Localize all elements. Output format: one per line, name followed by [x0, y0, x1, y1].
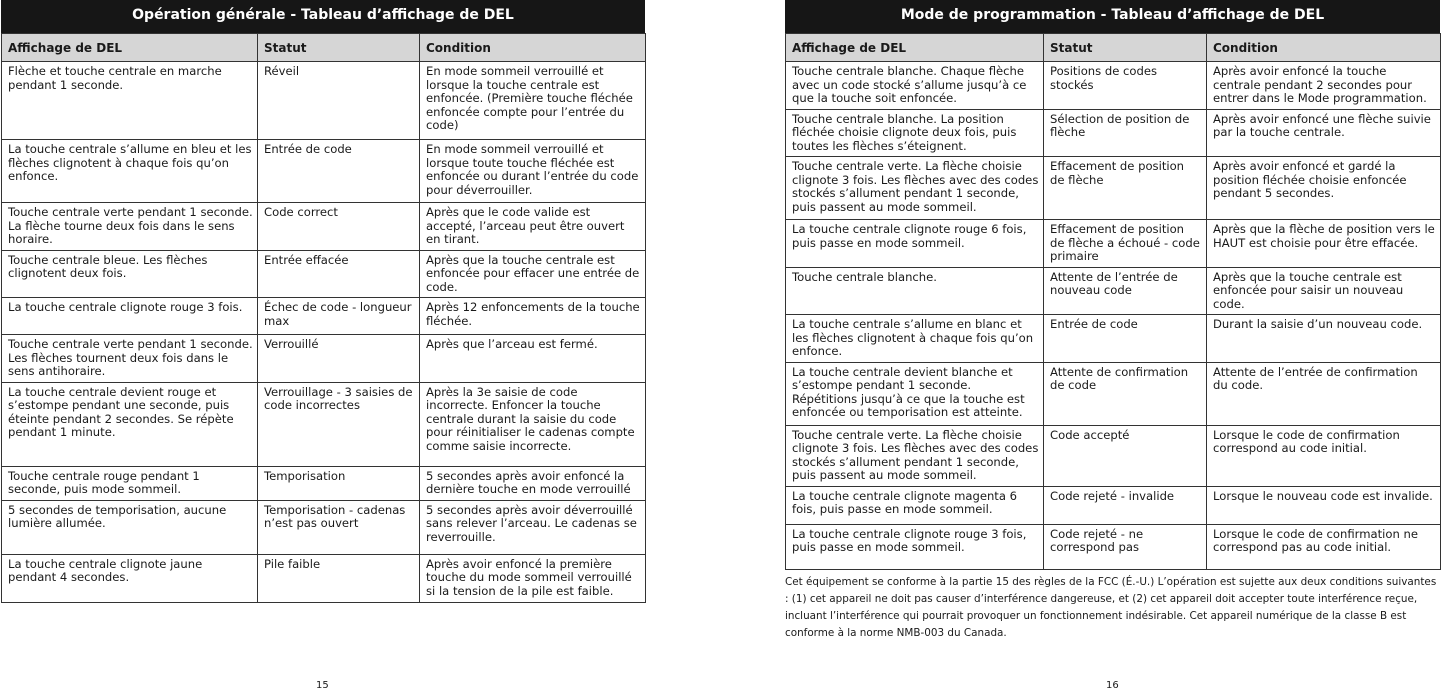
- table-row: [2, 298, 646, 335]
- column-header-condition: Condition: [1207, 34, 1441, 62]
- cell-condition: Attente de l’entrée de confirmation du code.: [1207, 362, 1441, 425]
- cell-status: Attente de confirmation de code: [1044, 362, 1207, 425]
- general-operation-table: [1, 33, 646, 603]
- table-row: [2, 140, 646, 203]
- right-page: [785, 0, 1440, 570]
- cell-status: Entrée de code: [1044, 315, 1207, 363]
- cell-condition: Lorsque le nouveau code est invalide.: [1207, 486, 1441, 524]
- cell-condition: Après que la touche centrale est enfoncée pour saisir un nouveau code.: [1207, 267, 1441, 315]
- table-row: [2, 250, 646, 298]
- table-row: [2, 554, 646, 602]
- cell-led-display: Touche centrale rouge pendant 1 seconde, puis mode sommeil.: [2, 466, 258, 500]
- cell-status: Code rejeté - ne correspond pas: [1044, 524, 1207, 569]
- cell-status: Réveil: [258, 62, 420, 140]
- cell-led-display: La touche centrale clignote magenta 6 fois, puis passe en mode sommeil.: [786, 486, 1044, 524]
- table-row: [786, 157, 1441, 220]
- cell-status: Pile faible: [258, 554, 420, 602]
- table-row: [2, 203, 646, 251]
- cell-led-display: La touche centrale clignote jaune pendant 4 secondes.: [2, 554, 258, 602]
- column-header-condition: Condition: [420, 34, 646, 62]
- cell-status: Échec de code - longueur max: [258, 298, 420, 335]
- cell-status: Verrouillé: [258, 335, 420, 383]
- right-table-body: [786, 62, 1441, 570]
- column-header-status: Statut: [1044, 34, 1207, 62]
- table-row: [786, 524, 1441, 569]
- cell-condition: Durant la saisie d’un nouveau code.: [1207, 315, 1441, 363]
- fcc-compliance-note: Cet équipement se conforme à la partie 15 des règles de la FCC (É.-U.) L’opération est sujette aux deux conditions suivantes : (1) cet appareil ne doit pas causer d’interférence dangereuse, et (2) cet appareil doit accepter toute interférence reçue, incluant l’interférence qui pourrait provoquer un fonctionnement indésirable. Cet appareil numérique de la classe B est conforme à la norme NMB-003 du Canada.: [785, 576, 1437, 639]
- cell-led-display: Touche centrale verte. La flèche choisie clignote 3 fois. Les flèches avec des codes stockés s’allument pendant 1 seconde, puis passent au mode sommeil.: [786, 425, 1044, 486]
- table-row: [2, 335, 646, 383]
- programming-mode-table: [785, 33, 1441, 570]
- cell-status: Entrée de code: [258, 140, 420, 203]
- cell-condition: Après 12 enfoncements de la touche fléchée.: [420, 298, 646, 335]
- cell-status: Temporisation - cadenas n’est pas ouvert: [258, 500, 420, 554]
- cell-status: Positions de codes stockés: [1044, 62, 1207, 110]
- cell-led-display: La touche centrale s’allume en bleu et les flèches clignotent à chaque fois qu’on enfonce.: [2, 140, 258, 203]
- cell-led-display: Touche centrale blanche. La position fléchée choisie clignote deux fois, puis toutes les flèches s’éteignent.: [786, 109, 1044, 157]
- cell-led-display: La touche centrale clignote rouge 3 fois.: [2, 298, 258, 335]
- cell-status: Code correct: [258, 203, 420, 251]
- page-number-left: 15: [316, 680, 329, 691]
- page-number-right: 16: [1106, 680, 1119, 691]
- table-row: [786, 362, 1441, 425]
- cell-led-display: 5 secondes de temporisation, aucune lumière allumée.: [2, 500, 258, 554]
- cell-led-display: La touche centrale devient blanche et s’estompe pendant 1 seconde. Répétitions jusqu’à ce que la touche est enfoncée ou temporisation est atteinte.: [786, 362, 1044, 425]
- cell-status: Attente de l’entrée de nouveau code: [1044, 267, 1207, 315]
- table-row: [2, 500, 646, 554]
- cell-condition: En mode sommeil verrouillé et lorsque toute touche fléchée est enfoncée ou durant l’entrée du code pour déverrouiller.: [420, 140, 646, 203]
- cell-status: Verrouillage - 3 saisies de code incorrectes: [258, 382, 420, 466]
- cell-led-display: La touche centrale devient rouge et s’estompe pendant une seconde, puis éteinte pendant 2 secondes. Se répète pendant 1 minute.: [2, 382, 258, 466]
- cell-led-display: Touche centrale blanche.: [786, 267, 1044, 315]
- cell-status: Effacement de position de flèche a échoué - code primaire: [1044, 220, 1207, 268]
- cell-status: Entrée effacée: [258, 250, 420, 298]
- cell-led-display: La touche centrale clignote rouge 6 fois, puis passe en mode sommeil.: [786, 220, 1044, 268]
- cell-led-display: Touche centrale verte. La flèche choisie clignote 3 fois. Les flèches avec des codes stockés s’allument pendant 1 seconde, puis passent au mode sommeil.: [786, 157, 1044, 220]
- cell-condition: Lorsque le code de confirmation ne correspond pas au code initial.: [1207, 524, 1441, 569]
- table-row: [2, 466, 646, 500]
- cell-condition: Après avoir enfoncé et gardé la position fléchée choisie enfoncée pendant 5 secondes.: [1207, 157, 1441, 220]
- cell-led-display: Touche centrale blanche. Chaque flèche avec un code stocké s’allume jusqu’à ce que la touche soit enfoncée.: [786, 62, 1044, 110]
- cell-condition: En mode sommeil verrouillé et lorsque la touche centrale est enfoncée. (Première touche fléchée enfoncée compte pour l’entrée du code): [420, 62, 646, 140]
- table-row: [786, 267, 1441, 315]
- cell-condition: Après que le code valide est accepté, l’arceau peut être ouvert en tirant.: [420, 203, 646, 251]
- table-header-row: [786, 34, 1441, 62]
- general-operation-title: Opération générale - Tableau d’affichage de DEL: [1, 0, 645, 33]
- column-header-display: Affichage de DEL: [2, 34, 258, 62]
- cell-condition: Après la 3e saisie de code incorrecte. Enfoncer la touche centrale durant la saisie du code pour réinitialiser le cadenas compte comme saisie incorrecte.: [420, 382, 646, 466]
- cell-condition: 5 secondes après avoir déverrouillé sans relever l’arceau. Le cadenas se reverrouille.: [420, 500, 646, 554]
- cell-status: Temporisation: [258, 466, 420, 500]
- cell-condition: Après que la flèche de position vers le HAUT est choisie pour être effacée.: [1207, 220, 1441, 268]
- table-row: [786, 220, 1441, 268]
- left-table-body: [2, 62, 646, 603]
- table-row: [786, 109, 1441, 157]
- table-header-row: [2, 34, 646, 62]
- cell-led-display: La touche centrale clignote rouge 3 fois, puis passe en mode sommeil.: [786, 524, 1044, 569]
- cell-led-display: La touche centrale s’allume en blanc et les flèches clignotent à chaque fois qu’on enfonce.: [786, 315, 1044, 363]
- cell-led-display: Flèche et touche centrale en marche pendant 1 seconde.: [2, 62, 258, 140]
- cell-condition: Lorsque le code de confirmation correspond au code initial.: [1207, 425, 1441, 486]
- cell-status: Sélection de position de flèche: [1044, 109, 1207, 157]
- cell-led-display: Touche centrale bleue. Les flèches clignotent deux fois.: [2, 250, 258, 298]
- cell-condition: Après que l’arceau est fermé.: [420, 335, 646, 383]
- cell-status: Code rejeté - invalide: [1044, 486, 1207, 524]
- left-page: [1, 0, 645, 603]
- cell-status: Code accepté: [1044, 425, 1207, 486]
- table-row: [2, 382, 646, 466]
- cell-condition: Après avoir enfoncé la touche centrale pendant 2 secondes pour entrer dans le Mode programmation.: [1207, 62, 1441, 110]
- cell-led-display: Touche centrale verte pendant 1 seconde. La flèche tourne deux fois dans le sens horaire.: [2, 203, 258, 251]
- programming-mode-title: Mode de programmation - Tableau d’affichage de DEL: [785, 0, 1440, 33]
- cell-condition: Après avoir enfoncé une flèche suivie par la touche centrale.: [1207, 109, 1441, 157]
- table-row: [2, 62, 646, 140]
- cell-led-display: Touche centrale verte pendant 1 seconde. Les flèches tournent deux fois dans le sens antihoraire.: [2, 335, 258, 383]
- column-header-status: Statut: [258, 34, 420, 62]
- cell-condition: Après que la touche centrale est enfoncée pour effacer une entrée de code.: [420, 250, 646, 298]
- table-row: [786, 315, 1441, 363]
- cell-condition: 5 secondes après avoir enfoncé la dernière touche en mode verrouillé: [420, 466, 646, 500]
- cell-status: Effacement de position de flèche: [1044, 157, 1207, 220]
- table-row: [786, 425, 1441, 486]
- table-row: [786, 62, 1441, 110]
- column-header-display: Affichage de DEL: [786, 34, 1044, 62]
- table-row: [786, 486, 1441, 524]
- cell-condition: Après avoir enfoncé la première touche du mode sommeil verrouillé si la tension de la pile est faible.: [420, 554, 646, 602]
